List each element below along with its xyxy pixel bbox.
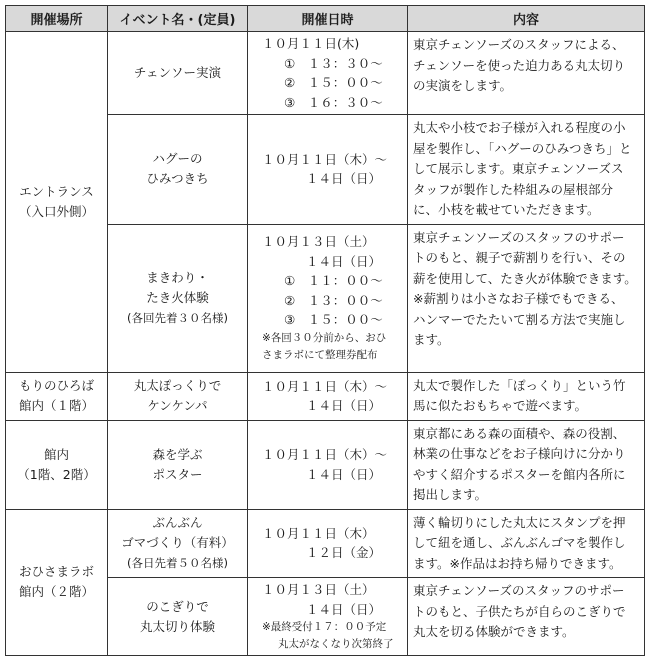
event-name-cell: チェンソー実演 (108, 32, 248, 115)
event-name-cell: 丸太ぽっくりで ケンケンパ (108, 372, 248, 420)
content-cell: 丸太や小枝でお子様が入れる程度の小 屋を製作し、「ハグーのひみつきち」と して展示します。東京チェンソーズス タッフが製作した枠組みの屋根部分 に、小枝を載せていただきます。 (408, 115, 645, 225)
venue-cell: おひさまラボ 館内（２階） (6, 509, 108, 656)
content-cell: 丸太で製作した「ぽっくり」という竹 馬に似たおもちゃで遊べます。 (408, 372, 645, 420)
venue-cell: 館内 （1階、2階） (6, 420, 108, 509)
content-cell: 東京チェンソーズのスタッフのサポー トのもと、親子で薪割りを行い、その 薪を使用して、たき火が体験できます。 ※薪割りは小さなお子様でもできる、 ハンマーでたたいて割る方法で実施し ます。 (408, 224, 645, 372)
datetime-cell: １０月１１日(木) ① １３：３０～ ② １５：００～ ③ １６：３０～ (248, 32, 408, 115)
content-cell: 東京都にある森の面積や、森の役割、 林業の仕事などをお子様向けに分かり やすく紹介するポスターを館内各所に 掲出します。 (408, 420, 645, 509)
datetime-cell: １０月１３日（土） １４日（日） ※最終受付１７：００予定 丸太がなくなり次第終了 (248, 578, 408, 656)
event-name-cell: まきわり・ たき火体験 (各回先着３０名様) (108, 224, 248, 372)
datetime-cell: １０月１３日（土） １４日（日） ① １１：００～ ② １３：００～ ③ １５：００～ ※各回３０分前から、おひ さまラボにて整理券配布 (248, 224, 408, 372)
venue-cell: エントランス （入口外側） (6, 32, 108, 373)
header-venue: 開催場所 (6, 6, 108, 32)
table-row (6, 372, 645, 420)
content-cell: 薄く輪切りにした丸太にスタンプを押 して紐を通し、ぶんぶんゴマを製作し ます。※作品はお持ち帰りできます。 (408, 509, 645, 578)
datetime-cell: １０月１１日（木）～ １４日（日） (248, 420, 408, 509)
datetime-cell: １０月１１日（木）～ １４日（日） (248, 115, 408, 225)
event-name-cell: 森を学ぶ ポスター (108, 420, 248, 509)
content-cell: 東京チェンソーズのスタッフのサポー トのもと、子供たちが自らのこぎりで 丸太を切る体験ができます。 (408, 578, 645, 656)
datetime-cell: １０月１１日（木）～ １４日（日） (248, 372, 408, 420)
event-schedule-table (5, 5, 645, 656)
table-row (6, 32, 645, 115)
header-datetime: 開催日時 (248, 6, 408, 32)
header-row (6, 6, 645, 32)
table-row (6, 509, 645, 578)
header-event: イベント名・(定員) (108, 6, 248, 32)
event-name-cell: ぶんぶん ゴマづくり（有料） (各日先着５０名様) (108, 509, 248, 578)
event-name-cell: のこぎりで 丸太切り体験 (108, 578, 248, 656)
datetime-cell: １０月１１日（木） １２日（金） (248, 509, 408, 578)
venue-cell: もりのひろば 館内（１階） (6, 372, 108, 420)
event-name-cell: ハグーの ひみつきち (108, 115, 248, 225)
content-cell: 東京チェンソーズのスタッフによる、 チェンソーを使った迫力ある丸太切り の実演をします。 (408, 32, 645, 115)
header-content: 内容 (408, 6, 645, 32)
table-row (6, 420, 645, 509)
